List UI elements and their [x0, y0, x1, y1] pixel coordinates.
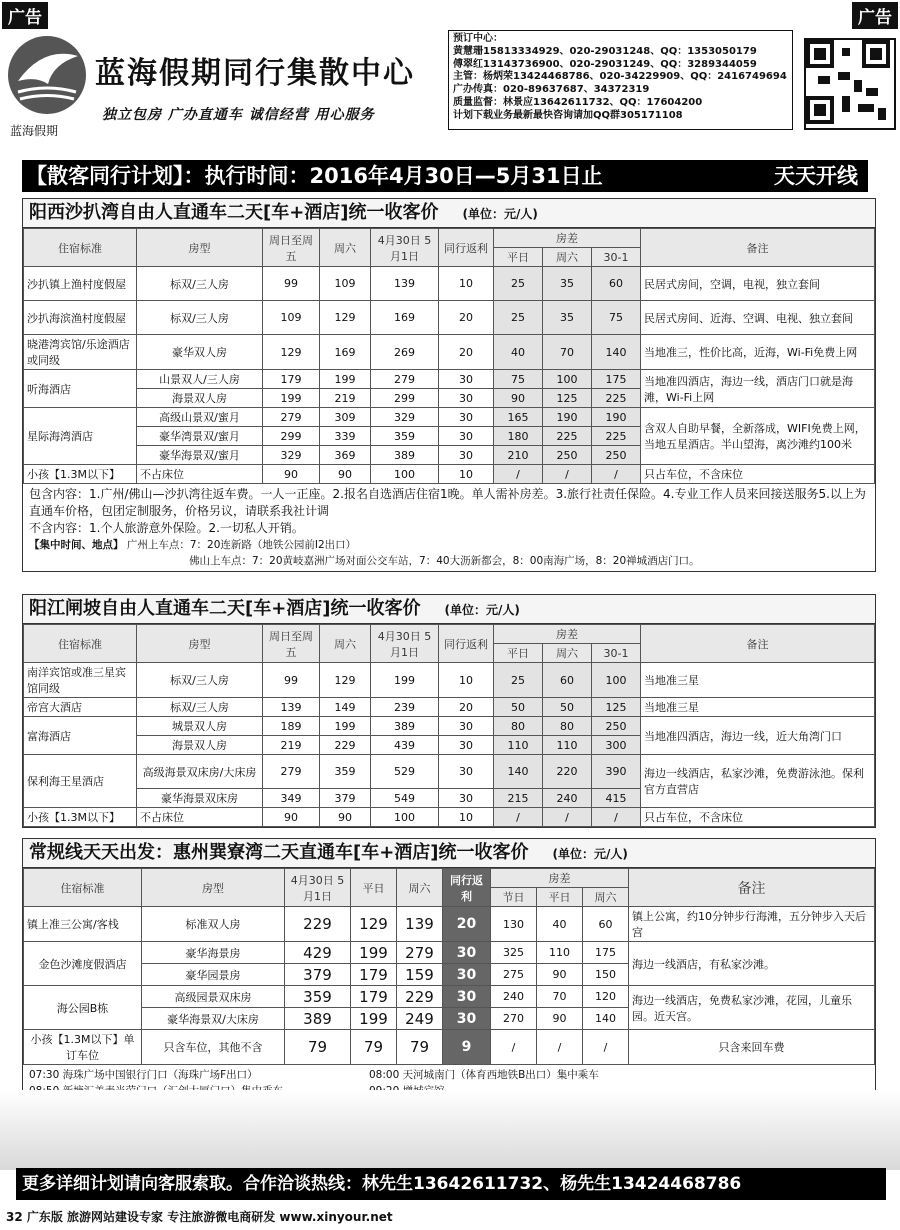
col-header: 住宿标准: [24, 625, 137, 663]
col-header: 房型: [137, 625, 263, 663]
table-row: 海景双人房 219 229 439 30 110 110 300: [24, 736, 875, 755]
contact-line: 主管：杨炳荣13424468786、020-34229909、QQ：2416749694: [453, 71, 787, 83]
section-yangxi: [22, 198, 876, 572]
contact-line: 计划下载业务最新最快咨询请加QQ群305171108: [453, 109, 683, 121]
col-header: 住宿标准: [24, 229, 137, 267]
footer-hotline: 更多详细计划请向客服索取。合作洽谈热线：林先生13642611732、杨先生13424468786: [16, 1168, 886, 1200]
ad-label-left: 广告: [2, 2, 48, 29]
contact-line: 广办传真：020-89637687、34372319: [453, 84, 650, 96]
banner-text: 【散客同行计划】：执行时间：2016年4月30日—5月31日止: [26, 164, 603, 188]
table-row: 富海酒店 城景双人房 189 199 389 30 80 80 250 当地准四酒店，海边一线，近大角湾门口: [24, 717, 875, 736]
section-zhapo: [22, 594, 876, 828]
include-text: 包含内容：1.广州/佛山—沙扒湾往返车费。一人一正座。2.报名自选酒店住宿1晚。单人需补房差。3.旅行社责任保险。4.专业工作人员来回接送服务5.以上为直通车价格，包团定制服务，价格另议，请联系我社计调: [29, 487, 866, 518]
table-row: 镇上准三公寓/客栈 标准双人房 229 129 139 20 130 40 60 镇上公寓，约10分钟步行海滩，五分钟步入天后宫: [24, 907, 875, 942]
scenery-background: [0, 1090, 900, 1170]
page-footer: 32 广东版 旅游网站建设专家 专注旅游微电商研发 www.xinyour.net: [6, 1210, 393, 1224]
section-title: 阳江闸坡自由人直通车二天[车+酒店]统一收客价 (单位：元/人): [23, 595, 875, 624]
col-header: 周日至周五: [263, 625, 320, 663]
table-row: 帝宫大酒店 标双/三人房 139 149 239 20 50 50 125 当地准三星: [24, 698, 875, 717]
header: [0, 26, 900, 138]
section-huizhou: [22, 838, 876, 1102]
table-row: 豪华园景房 379 179 159 30 275 90 150: [24, 964, 875, 986]
table-row: 沙扒海滨渔村度假屋 标双/三人房 109 129 169 20 25 35 75 民居式房间、近海、空调、电视、独立套间: [24, 301, 875, 335]
notes: [23, 484, 875, 571]
contact-line: 傅翠红13143736900、020-29031249、QQ：3289344059: [453, 58, 757, 70]
table-row: 金色沙滩度假酒店 豪华海景房 429 199 279 30 325 110 175 海边一线酒店，有私家沙滩。: [24, 942, 875, 964]
section-title: 常规线天天出发：惠州巽寮湾二天直通车[车+酒店]统一收客价 (单位：元/人): [23, 839, 875, 868]
col-header: 房型: [137, 229, 263, 267]
col-header: 同行返利: [439, 625, 494, 663]
slogan: 独立包房 广办直通车 诚信经营 用心服务: [102, 107, 375, 123]
col-header: 4月30日 5月1日: [371, 229, 439, 267]
exclude-text: 不含内容：1.个人旅游意外保险。2.一切私人开销。: [29, 521, 304, 535]
price-table: 住宿标准 房型 周日至周五 周六 4月30日 5月1日 同行返利 房差 备注 平日 周六 30-1 南洋宾馆或准三星宾馆同级 标双/三人房 99 129 199 10 25 60 100 当地准三星 帝宫大酒店 标双/三人房 139 149 239 20 50 50 125 当地准三星 富海酒店 城景双人房 189 199 389 30 80 80 250 当地准四酒店，海边一线，近大角湾门口 海景双人房 219 229 439 30 110 110 300 保利海王星酒店 高级海景双床房/大床房 279 359 529 30 140 220 390 海边一线酒店，私家沙滩，免费游泳池。保利官方直营店 豪华海景双床房 349 379 549 30 215 240 415 小孩【1.3M以下】 不占床位 90 90 100 10 / / / 只占车位，不含床位: [23, 624, 875, 827]
col-header: 房差: [494, 229, 641, 248]
table-row: 海公园B栋 高级园景双床房 359 179 229 30 240 70 120 海边一线酒店，免费私家沙滩，花园，儿童乐园。近天宫。: [24, 986, 875, 1008]
col-header: 平日: [351, 869, 397, 907]
col-header: 房差: [494, 625, 641, 644]
price-table: 住宿标准 房型 周日至周五 周六 4月30日 5月1日 同行返利 房差 备注 平日 周六 30-1 沙扒镇上渔村度假屋 标双/三人房 99 109 139 10 25 35 60 民居式房间，空调，电视，独立套间 沙扒海滨渔村度假屋 标双/三人房 109 129 169 20 25 35 75 民居式房间、近海、空调、电视、独立套间 晓港湾宾馆/乐途酒店或同级 豪华双人房 129 169 269 20 40 70 140 当地准三，性价比高，近海，Wi-Fi免费上网 听海酒店 山景双人/三人房 179 199 279 30 75 100 175 当地准四酒店，海边一线，酒店门口就是海滩，Wi-Fi上网 海景双人房 199 219 299 30 90 125 225 星际海湾酒店 高级山景双/蜜月 279 309 329 30 165 190 190 含双人自助早餐，全新落成，WIFI免费上网，当地五星酒店。半山望海，离沙滩约100米 豪华湾景双/蜜月 299 339 359 30 180 225 225 豪华海景双/蜜月 329 369 389 30 210 250 250 小孩【1.3M以下】 不占床位 90 90 100 10 / / / 只占车位，不含床位: [23, 228, 875, 484]
table-row: 听海酒店 山景双人/三人房 179 199 279 30 75 100 175 当地准四酒店，海边一线，酒店门口就是海滩，Wi-Fi上网: [24, 370, 875, 389]
col-header: 住宿标准: [24, 869, 142, 907]
table-row: 豪华海景双床房 349 379 549 30 215 240 415: [24, 789, 875, 808]
table-row: 豪华海景双/蜜月 329 369 389 30 210 250 250: [24, 446, 875, 465]
table-row: 南洋宾馆或准三星宾馆同级 标双/三人房 99 129 199 10 25 60 100 当地准三星: [24, 663, 875, 698]
gz-pickup: 广州上车点：7：20连新路（地铁公园前I2出口）: [126, 539, 357, 551]
contact-line: 黄慧珊15813334929、020-29031248、QQ：1353050179: [453, 45, 757, 57]
fs-pickup: 佛山上车点：7：20黄岐嘉洲广场对面公交车站，7：40大沥新都会，8：00南海广场，8：20禅城酒店门口。: [189, 555, 700, 567]
col-header: 备注: [641, 229, 875, 267]
table-row: 星际海湾酒店 高级山景双/蜜月 279 309 329 30 165 190 190 含双人自助早餐，全新落成，WIFI免费上网，当地五星酒店。半山望海，离沙滩约100米: [24, 408, 875, 427]
col-header: 周六: [320, 229, 371, 267]
table-row: 豪华海景双/大床房 389 199 249 30 270 90 140: [24, 1008, 875, 1030]
col-header: 同行返利: [439, 229, 494, 267]
col-header: 房差: [491, 869, 629, 888]
col-header: 周六: [397, 869, 443, 907]
contact-box: [448, 30, 793, 130]
gather-label: 【集中时间、地点】: [29, 539, 124, 551]
ad-label-right: 广告: [852, 2, 898, 29]
pickup-line: 07:30 海珠广场中国银行门口（海珠广场F出口）: [29, 1069, 258, 1081]
contact-line: 预订中心：: [453, 33, 503, 44]
col-header: 4月30日 5月1日: [371, 625, 439, 663]
section-title: 阳西沙扒湾自由人直通车二天[车+酒店]统一收客价 (单位：元/人): [23, 199, 875, 228]
schedule-banner: [22, 160, 868, 192]
table-row: 小孩【1.3M以下】单订车位 只含车位，其他不含 79 79 79 9 / / / 只含来回车费: [24, 1030, 875, 1065]
brand-title: 蓝海假期同行集散中心: [95, 56, 415, 91]
table-row: 保利海王星酒店 高级海景双床房/大床房 279 359 529 30 140 220 390 海边一线酒店，私家沙滩，免费游泳池。保利官方直营店: [24, 755, 875, 789]
col-header: 周日至周五: [263, 229, 320, 267]
col-header: 周六: [320, 625, 371, 663]
col-header: 同行返利: [443, 869, 491, 907]
col-header: 备注: [629, 869, 875, 907]
seagull-logo-icon: [8, 36, 86, 114]
table-row: 小孩【1.3M以下】 不占床位 90 90 100 10 / / / 只占车位，不含床位: [24, 808, 875, 827]
pickup-line: 08:00 天河城南门（体育西地铁B出口）集中乘车: [369, 1069, 599, 1081]
logo-text: 蓝海假期: [10, 124, 59, 138]
contact-line: 质量监督：林景应13642611732、QQ：17604200: [453, 96, 703, 108]
col-header: 房型: [142, 869, 285, 907]
col-header: 备注: [641, 625, 875, 663]
table-row: 海景双人房 199 219 299 30 90 125 225: [24, 389, 875, 408]
table-row: 沙扒镇上渔村度假屋 标双/三人房 99 109 139 10 25 35 60 民居式房间，空调，电视，独立套间: [24, 267, 875, 301]
qr-code-icon[interactable]: [804, 38, 896, 130]
table-row: 晓港湾宾馆/乐途酒店或同级 豪华双人房 129 169 269 20 40 70 140 当地准三，性价比高，近海，Wi-Fi免费上网: [24, 335, 875, 370]
col-header: 4月30日 5月1日: [285, 869, 351, 907]
table-row: 豪华湾景双/蜜月 299 339 359 30 180 225 225: [24, 427, 875, 446]
table-row: 小孩【1.3M以下】 不占床位 90 90 100 10 / / / 只占车位，不含床位: [24, 465, 875, 484]
price-table: 住宿标准 房型 4月30日 5月1日 平日 周六 同行返利 房差 备注 节日 平日 周六 镇上准三公寓/客栈 标准双人房 229 129 139 20 130 40 60 镇上公寓，约10分钟步行海滩，五分钟步入天后宫 金色沙滩度假酒店 豪华海景房 429 199 279 30 325 110 175 海边一线酒店，有私家沙滩。 豪华园景房 379 179 159 30 275 90 150 海公园B栋 高级园景双床房 359 179 229 30 240 70 120 海边一线酒店，免费私家沙滩，花园，儿童乐园。近天宫。 豪华海景双/大床房 389 199 249 30 270 90 140 小孩【1.3M以下】单订车位 只含车位，其他不含 79 79 79 9 / / / 只含来回车费: [23, 868, 875, 1065]
daily-badge: 天天开线: [774, 164, 858, 188]
